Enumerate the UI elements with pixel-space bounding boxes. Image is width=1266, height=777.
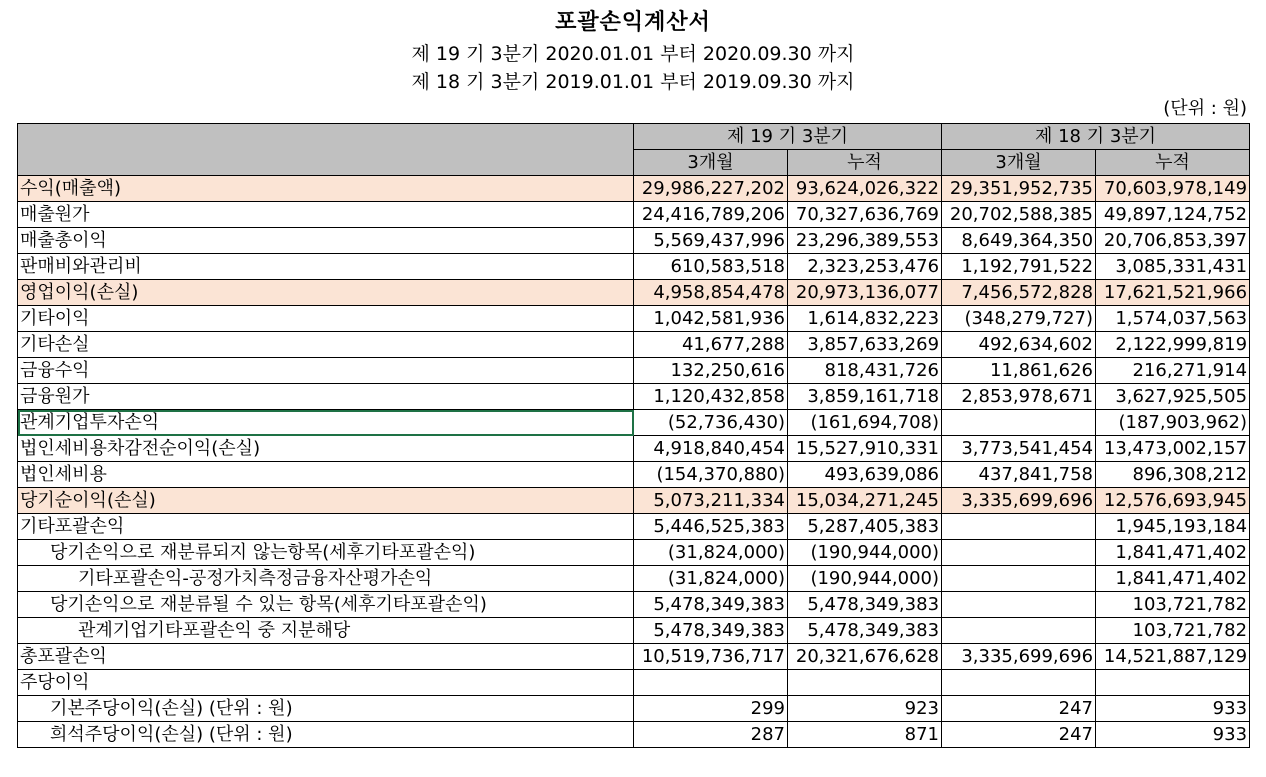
value-cell-v4[interactable]: 12,576,693,945	[1096, 488, 1250, 514]
table-row	[18, 722, 1250, 748]
value-cell-v4[interactable]: 2,122,999,819	[1096, 332, 1250, 358]
unit-label: (단위 : 원)	[1163, 98, 1247, 119]
header-period-19[interactable]: 제 19 기 3분기	[634, 124, 942, 150]
value-cell-v1[interactable]: 24,416,789,206	[634, 202, 788, 228]
row-label-cell[interactable]: 기타포괄손익-공정가치측정금융자산평가손익	[18, 566, 634, 592]
value-cell-v2[interactable]: 3,859,161,718	[788, 384, 942, 410]
value-cell-v2[interactable]: 871	[788, 722, 942, 748]
table-row	[18, 514, 1250, 540]
value-cell-v2[interactable]: (190,944,000)	[788, 540, 942, 566]
value-cell-v1[interactable]: 5,478,349,383	[634, 618, 788, 644]
value-cell-v3[interactable]	[942, 410, 1096, 436]
row-label-cell[interactable]: 기본주당이익(손실) (단위 : 원)	[18, 696, 634, 722]
value-cell-v2[interactable]: (190,944,000)	[788, 566, 942, 592]
value-cell-v3[interactable]	[942, 566, 1096, 592]
value-cell-v4[interactable]: 3,085,331,431	[1096, 254, 1250, 280]
value-cell-v3[interactable]	[942, 540, 1096, 566]
value-cell-v1[interactable]: (154,370,880)	[634, 462, 788, 488]
value-cell-v3[interactable]	[942, 514, 1096, 540]
value-cell-v3[interactable]: 247	[942, 722, 1096, 748]
value-cell-v1[interactable]: 10,519,736,717	[634, 644, 788, 670]
value-cell-v4[interactable]: 14,521,887,129	[1096, 644, 1250, 670]
value-cell-v2[interactable]: 923	[788, 696, 942, 722]
value-cell-v2[interactable]: 5,287,405,383	[788, 514, 942, 540]
value-cell-v4[interactable]: 933	[1096, 722, 1250, 748]
value-cell-v2[interactable]: 1,614,832,223	[788, 306, 942, 332]
table-row	[18, 436, 1250, 462]
value-cell-v4[interactable]: 3,627,925,505	[1096, 384, 1250, 410]
row-label-cell[interactable]: 법인세비용	[18, 462, 634, 488]
table-row	[18, 280, 1250, 306]
value-cell-v1[interactable]: 5,446,525,383	[634, 514, 788, 540]
table-row	[18, 384, 1250, 410]
value-cell-v2[interactable]: 3,857,633,269	[788, 332, 942, 358]
row-label-cell[interactable]: 영업이익(손실)	[18, 280, 634, 306]
header-row-periods	[18, 124, 1250, 150]
table-row	[18, 202, 1250, 228]
value-cell-v3[interactable]: 3,335,699,696	[942, 488, 1096, 514]
value-cell-v1[interactable]: 299	[634, 696, 788, 722]
table-row	[18, 618, 1250, 644]
row-label-cell[interactable]: 법인세비용차감전순이익(손실)	[18, 436, 634, 462]
value-cell-v4[interactable]: 70,603,978,149	[1096, 176, 1250, 202]
value-cell-v1[interactable]: (52,736,430)	[634, 410, 788, 436]
value-cell-v4[interactable]: (187,903,962)	[1096, 410, 1250, 436]
header-blank-cell[interactable]	[18, 124, 634, 176]
value-cell-v2[interactable]: 5,478,349,383	[788, 618, 942, 644]
header-3months-19[interactable]: 3개월	[634, 150, 788, 176]
value-cell-v1[interactable]: 132,250,616	[634, 358, 788, 384]
value-cell-v3[interactable]: 20,702,588,385	[942, 202, 1096, 228]
table-row	[18, 176, 1250, 202]
value-cell-v1[interactable]: (31,824,000)	[634, 566, 788, 592]
value-cell-v4[interactable]: 13,473,002,157	[1096, 436, 1250, 462]
value-cell-v1[interactable]	[634, 670, 788, 696]
row-label-cell[interactable]: 당기손익으로 재분류되지 않는항목(세후기타포괄손익)	[18, 540, 634, 566]
value-cell-v1[interactable]: 4,918,840,454	[634, 436, 788, 462]
value-cell-v2[interactable]: (161,694,708)	[788, 410, 942, 436]
table-row	[18, 306, 1250, 332]
value-cell-v3[interactable]: 3,773,541,454	[942, 436, 1096, 462]
value-cell-v4[interactable]: 1,945,193,184	[1096, 514, 1250, 540]
row-label-cell[interactable]: 매출원가	[18, 202, 634, 228]
header-cumulative-18[interactable]: 누적	[1096, 150, 1250, 176]
value-cell-v1[interactable]: (31,824,000)	[634, 540, 788, 566]
value-cell-v2[interactable]: 818,431,726	[788, 358, 942, 384]
value-cell-v1[interactable]: 5,478,349,383	[634, 592, 788, 618]
value-cell-v3[interactable]: 8,649,364,350	[942, 228, 1096, 254]
value-cell-v1[interactable]: 610,583,518	[634, 254, 788, 280]
value-cell-v1[interactable]: 4,958,854,478	[634, 280, 788, 306]
value-cell-v3[interactable]: (348,279,727)	[942, 306, 1096, 332]
value-cell-v3[interactable]: 492,634,602	[942, 332, 1096, 358]
value-cell-v3[interactable]	[942, 670, 1096, 696]
value-cell-v1[interactable]: 1,042,581,936	[634, 306, 788, 332]
header-3months-18[interactable]: 3개월	[942, 150, 1096, 176]
row-label-cell[interactable]: 기타포괄손익	[18, 514, 634, 540]
table-row	[18, 696, 1250, 722]
value-cell-v1[interactable]: 41,677,288	[634, 332, 788, 358]
value-cell-v3[interactable]: 437,841,758	[942, 462, 1096, 488]
row-label-cell[interactable]: 기타손실	[18, 332, 634, 358]
row-label-cell[interactable]: 당기손익으로 재분류될 수 있는 항목(세후기타포괄손익)	[18, 592, 634, 618]
row-label-cell[interactable]: 금융수익	[18, 358, 634, 384]
value-cell-v3[interactable]: 247	[942, 696, 1096, 722]
value-cell-v2[interactable]: 2,323,253,476	[788, 254, 942, 280]
value-cell-v2[interactable]: 493,639,086	[788, 462, 942, 488]
value-cell-v1[interactable]: 287	[634, 722, 788, 748]
value-cell-v2[interactable]: 15,527,910,331	[788, 436, 942, 462]
value-cell-v4[interactable]: 49,897,124,752	[1096, 202, 1250, 228]
row-label-cell[interactable]: 판매비와관리비	[18, 254, 634, 280]
document-title: 포괄손익계산서	[555, 10, 711, 35]
row-label-cell[interactable]: 주당이익	[18, 670, 634, 696]
value-cell-v2[interactable]: 93,624,026,322	[788, 176, 942, 202]
value-cell-v3[interactable]	[942, 618, 1096, 644]
row-label-cell[interactable]: 금융원가	[18, 384, 634, 410]
row-label-cell[interactable]: 수익(매출액)	[18, 176, 634, 202]
row-label-cell[interactable]: 총포괄손익	[18, 644, 634, 670]
row-label-cell[interactable]: 희석주당이익(손실) (단위 : 원)	[18, 722, 634, 748]
value-cell-v4[interactable]	[1096, 670, 1250, 696]
value-cell-v2[interactable]: 20,321,676,628	[788, 644, 942, 670]
value-cell-v2[interactable]: 23,296,389,553	[788, 228, 942, 254]
value-cell-v3[interactable]	[942, 592, 1096, 618]
period-current: 제 19 기 3분기 2020.01.01 부터 2020.09.30 까지	[411, 43, 855, 65]
value-cell-v4[interactable]: 103,721,782	[1096, 592, 1250, 618]
table-row	[18, 644, 1250, 670]
income-statement-table	[17, 123, 1250, 748]
value-cell-v2[interactable]: 20,973,136,077	[788, 280, 942, 306]
value-cell-v4[interactable]: 17,621,521,966	[1096, 280, 1250, 306]
row-label-cell[interactable]: 관계기업투자손익	[18, 410, 634, 436]
value-cell-v4[interactable]: 216,271,914	[1096, 358, 1250, 384]
value-cell-v1[interactable]: 1,120,432,858	[634, 384, 788, 410]
row-label-cell[interactable]: 매출총이익	[18, 228, 634, 254]
value-cell-v4[interactable]: 20,706,853,397	[1096, 228, 1250, 254]
period-prior: 제 18 기 3분기 2019.01.01 부터 2019.09.30 까지	[411, 71, 855, 93]
table-row	[18, 462, 1250, 488]
table-row	[18, 488, 1250, 514]
table-row	[18, 410, 1250, 436]
table-row	[18, 592, 1250, 618]
value-cell-v2[interactable]: 15,034,271,245	[788, 488, 942, 514]
row-label-cell[interactable]: 관계기업기타포괄손익 중 지분해당	[18, 618, 634, 644]
table-row	[18, 254, 1250, 280]
value-cell-v4[interactable]: 933	[1096, 696, 1250, 722]
value-cell-v1[interactable]: 5,569,437,996	[634, 228, 788, 254]
value-cell-v3[interactable]: 3,335,699,696	[942, 644, 1096, 670]
value-cell-v4[interactable]: 103,721,782	[1096, 618, 1250, 644]
row-label-cell[interactable]: 당기순이익(손실)	[18, 488, 634, 514]
value-cell-v2[interactable]: 5,478,349,383	[788, 592, 942, 618]
value-cell-v3[interactable]: 2,853,978,671	[942, 384, 1096, 410]
value-cell-v2[interactable]: 70,327,636,769	[788, 202, 942, 228]
value-cell-v4[interactable]: 896,308,212	[1096, 462, 1250, 488]
value-cell-v2[interactable]	[788, 670, 942, 696]
table-row	[18, 228, 1250, 254]
table-row	[18, 332, 1250, 358]
table-row	[18, 566, 1250, 592]
value-cell-v4[interactable]: 1,841,471,402	[1096, 566, 1250, 592]
value-cell-v3[interactable]: 11,861,626	[942, 358, 1096, 384]
table-row	[18, 670, 1250, 696]
value-cell-v3[interactable]: 29,351,952,735	[942, 176, 1096, 202]
value-cell-v4[interactable]: 1,574,037,563	[1096, 306, 1250, 332]
value-cell-v1[interactable]: 5,073,211,334	[634, 488, 788, 514]
table-row	[18, 540, 1250, 566]
value-cell-v1[interactable]: 29,986,227,202	[634, 176, 788, 202]
table-row	[18, 358, 1250, 384]
header-period-18[interactable]: 제 18 기 3분기	[942, 124, 1250, 150]
table-body	[18, 176, 1250, 748]
value-cell-v3[interactable]: 7,456,572,828	[942, 280, 1096, 306]
header-cumulative-19[interactable]: 누적	[788, 150, 942, 176]
value-cell-v3[interactable]: 1,192,791,522	[942, 254, 1096, 280]
value-cell-v4[interactable]: 1,841,471,402	[1096, 540, 1250, 566]
row-label-cell[interactable]: 기타이익	[18, 306, 634, 332]
